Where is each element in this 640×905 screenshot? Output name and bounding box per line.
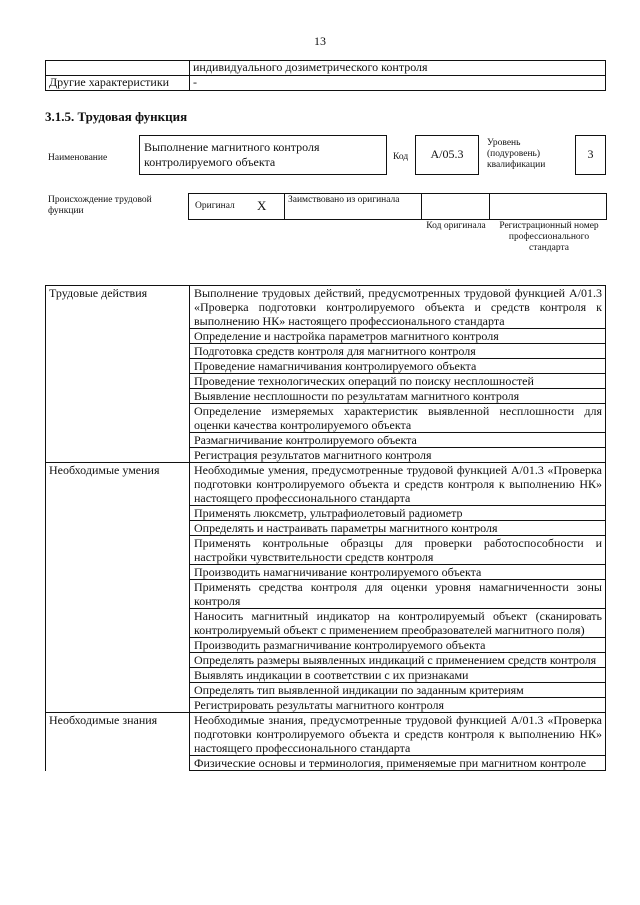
section-label-cell: [46, 506, 190, 521]
divider: [284, 194, 285, 219]
section-item: Размагничивание контролируемого объекта: [190, 433, 606, 448]
section-item: Определять и настраивать параметры магнитного контроля: [190, 521, 606, 536]
section-item: Выполнение трудовых действий, предусмотренных трудовой функцией А/01.3 «Проверка подготовки контролируемого объекта и средств контроля к выполнению НК» настоящего профессионального стандарта: [190, 286, 606, 329]
section-item: Необходимые знания, предусмотренные трудовой функцией А/01.3 «Проверка подготовки контролируемого объекта и средств контроля к выполнению НК» настоящего профессионального стандарта: [190, 713, 606, 756]
section-item: Применять люксметр, ультрафиолетовый радиометр: [190, 506, 606, 521]
table-row: [46, 329, 606, 344]
row-value: -: [190, 76, 606, 91]
section-item: Регистрировать результаты магнитного контроля: [190, 698, 606, 713]
section-label-cell: [46, 638, 190, 653]
section-item: Производить намагничивание контролируемого объекта: [190, 565, 606, 580]
name-label: Наименование: [48, 153, 108, 163]
table-row: [46, 404, 606, 433]
table-row: [46, 433, 606, 448]
section-label-cell: [46, 521, 190, 536]
section-item: Необходимые умения, предусмотренные трудовой функцией А/01.3 «Проверка подготовки контролируемого объекта и средств контроля к выполнению НК» настоящего профессионального стандарта: [190, 463, 606, 506]
level-label: Уровень (подуровень) квалификации: [487, 138, 546, 170]
table-row: [46, 683, 606, 698]
section-label-cell: [46, 565, 190, 580]
section-label: Трудовые действия: [46, 286, 190, 329]
section-label: Необходимые умения: [46, 463, 190, 506]
section-label-cell: [46, 536, 190, 565]
table-row: [46, 448, 606, 463]
table-row: [46, 506, 606, 521]
section-title: 3.1.5. Трудовая функция: [45, 109, 188, 124]
section-label-cell: [46, 756, 190, 771]
divider: [489, 194, 490, 219]
origin-label: Происхождение трудовой функции: [48, 195, 152, 216]
section-item: Производить размагничивание контролируемого объекта: [190, 638, 606, 653]
section-item: Физические основы и терминология, применяемые при магнитном контроле: [190, 756, 606, 771]
section-item: Применять контрольные образцы для проверки работоспособности и настройки чувствительности средств контроля: [190, 536, 606, 565]
level-value: 3: [587, 147, 594, 161]
table-row: [46, 286, 606, 329]
table-row: [46, 668, 606, 683]
code-label: Код: [393, 152, 409, 162]
table-row: [46, 61, 606, 76]
original-label: Оригинал: [195, 201, 235, 211]
section-label-cell: [46, 389, 190, 404]
section-label-cell: [46, 668, 190, 683]
borrowed-label: Заимствовано из оригинала: [288, 195, 400, 205]
section-label-cell: [46, 344, 190, 359]
level-box: [575, 135, 606, 175]
table-row: [46, 580, 606, 609]
function-table: [45, 285, 606, 771]
table-row: [46, 756, 606, 771]
table-row: [46, 638, 606, 653]
code-box: [415, 135, 479, 175]
table-row: [46, 344, 606, 359]
section-item: Наносить магнитный индикатор на контролируемый объект (сканировать контролируемый объект с применением преобразователей магнитного поля): [190, 609, 606, 638]
row-label: Другие характеристики: [46, 76, 190, 91]
section-label-cell: [46, 698, 190, 713]
section-item: Определять тип выявленной индикации по заданным критериям: [190, 683, 606, 698]
section-item: Проведение технологических операций по поиску несплошностей: [190, 374, 606, 389]
section-label-cell: [46, 374, 190, 389]
table-row: [46, 536, 606, 565]
section-item: Выявление несплошности по результатам магнитного контроля: [190, 389, 606, 404]
section-label-cell: [46, 359, 190, 374]
row-value: индивидуального дозиметрического контроля: [190, 61, 606, 76]
table-row: [46, 521, 606, 536]
section-item: Определять размеры выявленных индикаций с применением средств контроля: [190, 653, 606, 668]
name-box: [139, 135, 387, 175]
function-name: Выполнение магнитного контроля контролируемого объекта: [144, 140, 320, 169]
section-label-cell: [46, 329, 190, 344]
section-item: Применять средства контроля для оценки уровня намагниченности зоны контроля: [190, 580, 606, 609]
section-label: Необходимые знания: [46, 713, 190, 756]
section-item: Определение и настройка параметров магнитного контроля: [190, 329, 606, 344]
page-number: 13: [314, 34, 326, 48]
table-row: [46, 389, 606, 404]
table-row: [46, 76, 606, 91]
section-label-cell: [46, 653, 190, 668]
table-row: [46, 653, 606, 668]
row-label: [46, 61, 190, 76]
section-label-cell: [46, 683, 190, 698]
original-mark: X: [257, 198, 267, 213]
table-row: [46, 359, 606, 374]
origin-box: [188, 193, 607, 220]
table-row: [46, 565, 606, 580]
section-item: Регистрация результатов магнитного контроля: [190, 448, 606, 463]
section-label-cell: [46, 404, 190, 433]
table-row: [46, 698, 606, 713]
code-value: А/05.3: [430, 147, 464, 161]
table-row: [46, 374, 606, 389]
table-row: [46, 463, 606, 506]
code-original-label: Код оригинала: [426, 221, 486, 231]
section-label-cell: [46, 609, 190, 638]
characteristics-table: [45, 60, 606, 91]
divider: [421, 194, 422, 219]
table-row: [46, 713, 606, 756]
section-label-cell: [46, 433, 190, 448]
section-label-cell: [46, 448, 190, 463]
section-item: Выявлять индикации в соответствии с их признаками: [190, 668, 606, 683]
table-row: [46, 609, 606, 638]
reg-number-label: Регистрационный номер профессионального стандарта: [499, 221, 599, 253]
section-label-cell: [46, 580, 190, 609]
section-item: Проведение намагничивания контролируемого объекта: [190, 359, 606, 374]
section-item: Определение измеряемых характеристик выявленной несплошности для оценки качества контролируемого объекта: [190, 404, 606, 433]
section-item: Подготовка средств контроля для магнитного контроля: [190, 344, 606, 359]
